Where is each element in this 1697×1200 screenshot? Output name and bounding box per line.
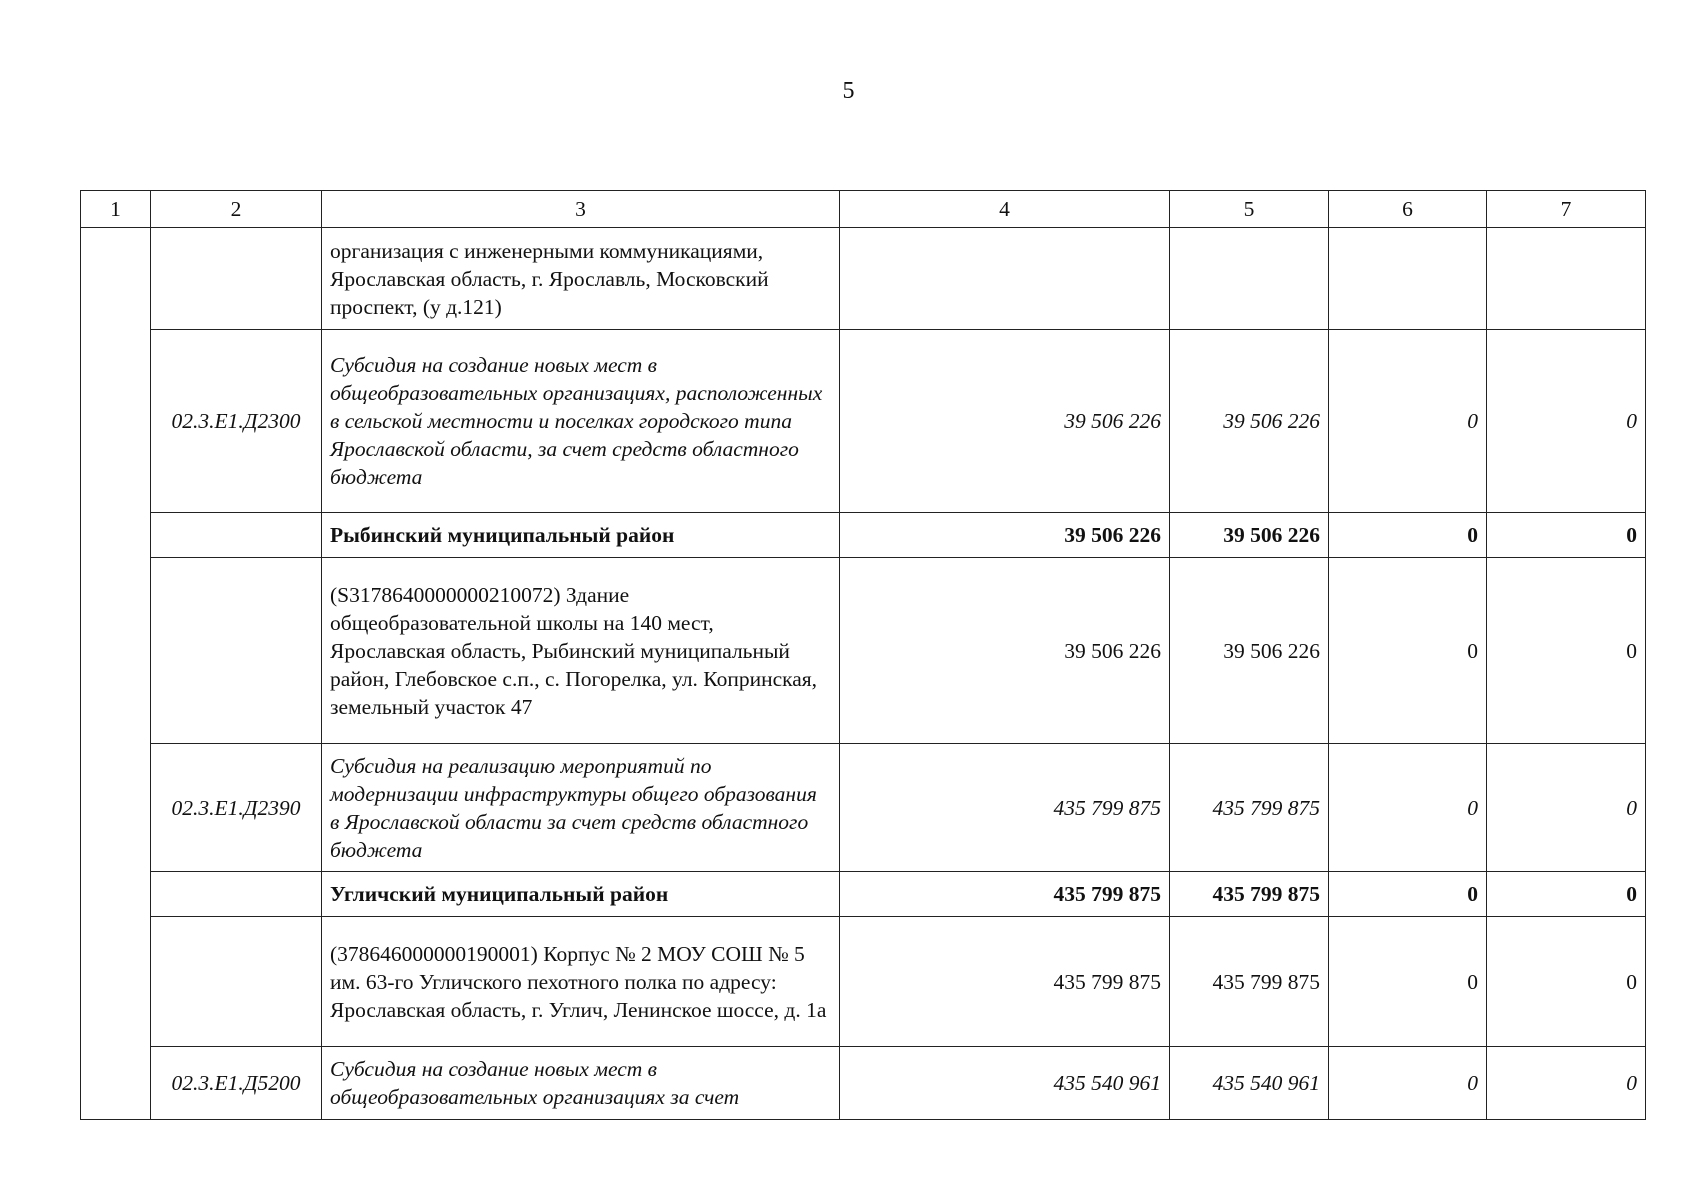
header-col-7: 7: [1487, 191, 1646, 228]
row-col6: 0: [1329, 744, 1487, 872]
row-code: 02.3.Е1.Д2390: [151, 744, 322, 872]
row-col7: 0: [1487, 1047, 1646, 1120]
row-code: 02.3.Е1.Д5200: [151, 1047, 322, 1120]
row-name: (378646000000190001) Корпус № 2 МОУ СОШ № 5 им. 63-го Угличского пехотного полка по адресу: Ярославская область, г. Углич, Ленинское шоссе, д. 1а: [322, 917, 840, 1047]
row-col6: 0: [1329, 558, 1487, 744]
row-name: Субсидия на создание новых мест в общеобразовательных организациях, расположенных в сельской местности и поселках городского типа Ярославской области, за счет средств областного бюджета: [322, 330, 840, 513]
row-name: Рыбинский муниципальный район: [322, 513, 840, 558]
row-col4: 435 799 875: [840, 744, 1170, 872]
table-row: [81, 1047, 1646, 1120]
row-col7: 0: [1487, 330, 1646, 513]
row-name: (S3178640000000210072) Здание общеобразовательной школы на 140 мест, Ярославская область, Рыбинский муниципальный район, Глебовское с.п., с. Погорелка, ул. Копринская, земельный участок 47: [322, 558, 840, 744]
row-code: [151, 228, 322, 330]
row-col5: 435 540 961: [1170, 1047, 1329, 1120]
row-col7: 0: [1487, 513, 1646, 558]
header-col-6: 6: [1329, 191, 1487, 228]
row-col4: 435 799 875: [840, 872, 1170, 917]
header-col-5: 5: [1170, 191, 1329, 228]
row-col7: 0: [1487, 558, 1646, 744]
row-col6: 0: [1329, 872, 1487, 917]
row-code: 02.3.Е1.Д2300: [151, 330, 322, 513]
row-col4: [840, 228, 1170, 330]
header-row: [81, 191, 1646, 228]
header-col-3: 3: [322, 191, 840, 228]
row-col5: 39 506 226: [1170, 558, 1329, 744]
row-code: [151, 872, 322, 917]
row-col7: 0: [1487, 744, 1646, 872]
row-code: [151, 513, 322, 558]
row-col4: 39 506 226: [840, 513, 1170, 558]
page-number: 5: [842, 78, 855, 104]
row-col4: 435 540 961: [840, 1047, 1170, 1120]
row-code: [151, 917, 322, 1047]
table-row: [81, 513, 1646, 558]
row-col7: 0: [1487, 917, 1646, 1047]
row-col4: 39 506 226: [840, 330, 1170, 513]
budget-table: [80, 190, 1646, 1120]
row-col6: 0: [1329, 1047, 1487, 1120]
table-row: [81, 330, 1646, 513]
table-row: [81, 744, 1646, 872]
table-row: [81, 872, 1646, 917]
column-1-empty-cell: [81, 228, 151, 1120]
row-col6: 0: [1329, 330, 1487, 513]
table-row: [81, 917, 1646, 1047]
row-col7: 0: [1487, 872, 1646, 917]
row-name: Угличский муниципальный район: [322, 872, 840, 917]
row-col6: 0: [1329, 513, 1487, 558]
row-col7: [1487, 228, 1646, 330]
row-col6: [1329, 228, 1487, 330]
table-row: [81, 228, 1646, 330]
row-col4: 435 799 875: [840, 917, 1170, 1047]
row-col5: 435 799 875: [1170, 744, 1329, 872]
row-col4: 39 506 226: [840, 558, 1170, 744]
row-col6: 0: [1329, 917, 1487, 1047]
row-code: [151, 558, 322, 744]
row-col5: 435 799 875: [1170, 872, 1329, 917]
row-name: организация с инженерными коммуникациями, Ярославская область, г. Ярославль, Московский проспект, (у д.121): [322, 228, 840, 330]
row-col5: 39 506 226: [1170, 513, 1329, 558]
header-col-4: 4: [840, 191, 1170, 228]
row-name: Субсидия на реализацию мероприятий по модернизации инфраструктуры общего образования в Ярославской области за счет средств областного бюджета: [322, 744, 840, 872]
row-col5: 435 799 875: [1170, 917, 1329, 1047]
header-col-1: 1: [81, 191, 151, 228]
row-name: Субсидия на создание новых мест в общеобразовательных организациях за счет: [322, 1047, 840, 1120]
table-row: [81, 558, 1646, 744]
row-col5: [1170, 228, 1329, 330]
header-col-2: 2: [151, 191, 322, 228]
row-col5: 39 506 226: [1170, 330, 1329, 513]
